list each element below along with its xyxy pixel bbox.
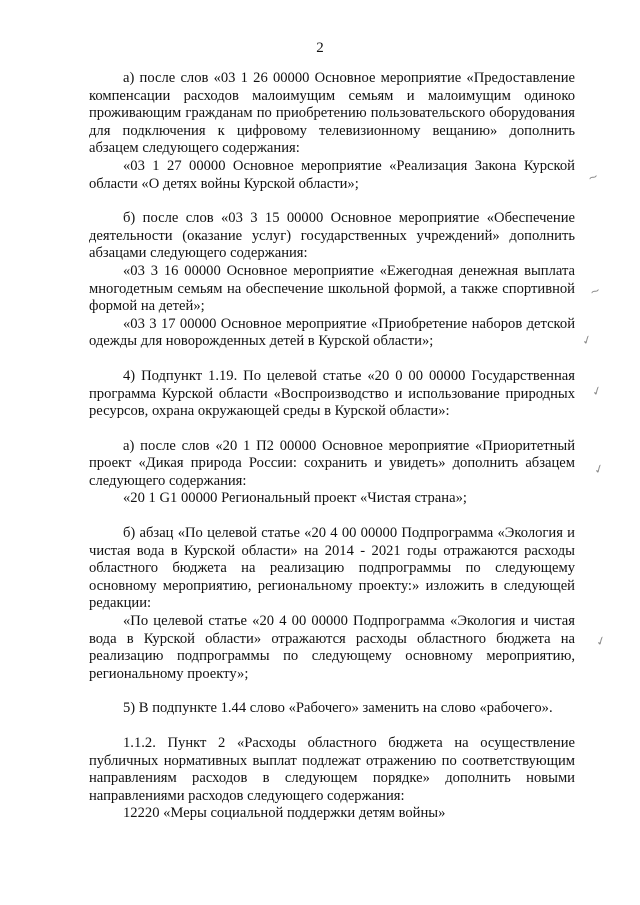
margin-check-mark: ✓ xyxy=(593,632,609,650)
paragraph-item-4: 4) Подпункт 1.19. По целевой статье «20 0 00 00000 Государственная программа Курской области «Воспроизводство и использование природных ресурсов, охрана окружающей среды в Курской области»: xyxy=(89,367,575,420)
paragraph-b2: б) абзац «По целевой статье «20 4 00 00000 Подпрограмма «Экология и чистая вода в Курской области» на 2014 - 2021 годы отражаются расходы областного бюджета на реализацию подпрограммы по следующему основному мероприятию, региональному проекту:» изложить в следующей редакции: xyxy=(89,525,575,612)
paragraph-1-1-2-insert: 12220 «Меры социальной поддержки детям войны» xyxy=(123,805,446,822)
paragraph-a1: а) после слов «03 1 26 00000 Основное мероприятие «Предоставление компенсации расходов малоимущим семьям и малоимущим одиноко проживающим гражданам по приобретению пользовательского оборудования для подключения к цифровому телевизионному вещанию» дополнить абзацем следующего содержания: xyxy=(89,70,575,157)
paragraph-a2: а) после слов «20 1 П2 00000 Основное мероприятие «Приоритетный проект «Дикая природа России: сохранить и увидеть» дополнить абзацем следующего содержания: xyxy=(89,437,575,489)
paragraph-b1-insert-2: «03 3 17 00000 Основное мероприятие «Приобретение наборов детской одежды для новорожденных детей в Курской области»; xyxy=(89,315,575,350)
paragraph-a2-insert: «20 1 G1 00000 Региональный проект «Чистая страна»; xyxy=(123,490,467,507)
paragraph-a1-insert: «03 1 27 00000 Основное мероприятие «Реализация Закона Курской области «О детях войны Курской области»; xyxy=(89,157,575,192)
paragraph-item-5: 5) В подпункте 1.44 слово «Рабочего» заменить на слово «рабочего». xyxy=(123,700,553,717)
margin-dash-mark: ~ xyxy=(585,168,601,186)
document-body xyxy=(89,70,575,823)
margin-check-mark: ✓ xyxy=(589,382,605,400)
paragraph-b2-new-text: «По целевой статье «20 4 00 00000 Подпрограмма «Экология и чистая вода в Курской области» отражаются расходы областного бюджета на реализацию подпрограммы по следующему основному мероприятию, региональному проекту»; xyxy=(89,613,575,682)
margin-dash-mark: ~ xyxy=(587,282,603,300)
paragraph-b1-insert-1: «03 3 16 00000 Основное мероприятие «Ежегодная денежная выплата многодетным семьям на обеспечение школьной формой, а также спортивной формой на детей»; xyxy=(89,262,575,315)
paragraph-b1: б) после слов «03 3 15 00000 Основное мероприятие «Обеспечение деятельности (оказание услуг) государственных учреждений» дополнить абзацами следующего содержания: xyxy=(89,210,575,262)
paragraph-1-1-2: 1.1.2. Пункт 2 «Расходы областного бюджета на осуществление публичных нормативных выплат подлежат отражению по соответствующим направлениям расходов в следующем порядке» дополнить новыми направлениями расходов следующего содержания: xyxy=(89,735,575,804)
page-number: 2 xyxy=(316,40,324,56)
margin-check-mark: ✓ xyxy=(591,460,607,478)
margin-check-mark: ✓ xyxy=(579,331,595,349)
